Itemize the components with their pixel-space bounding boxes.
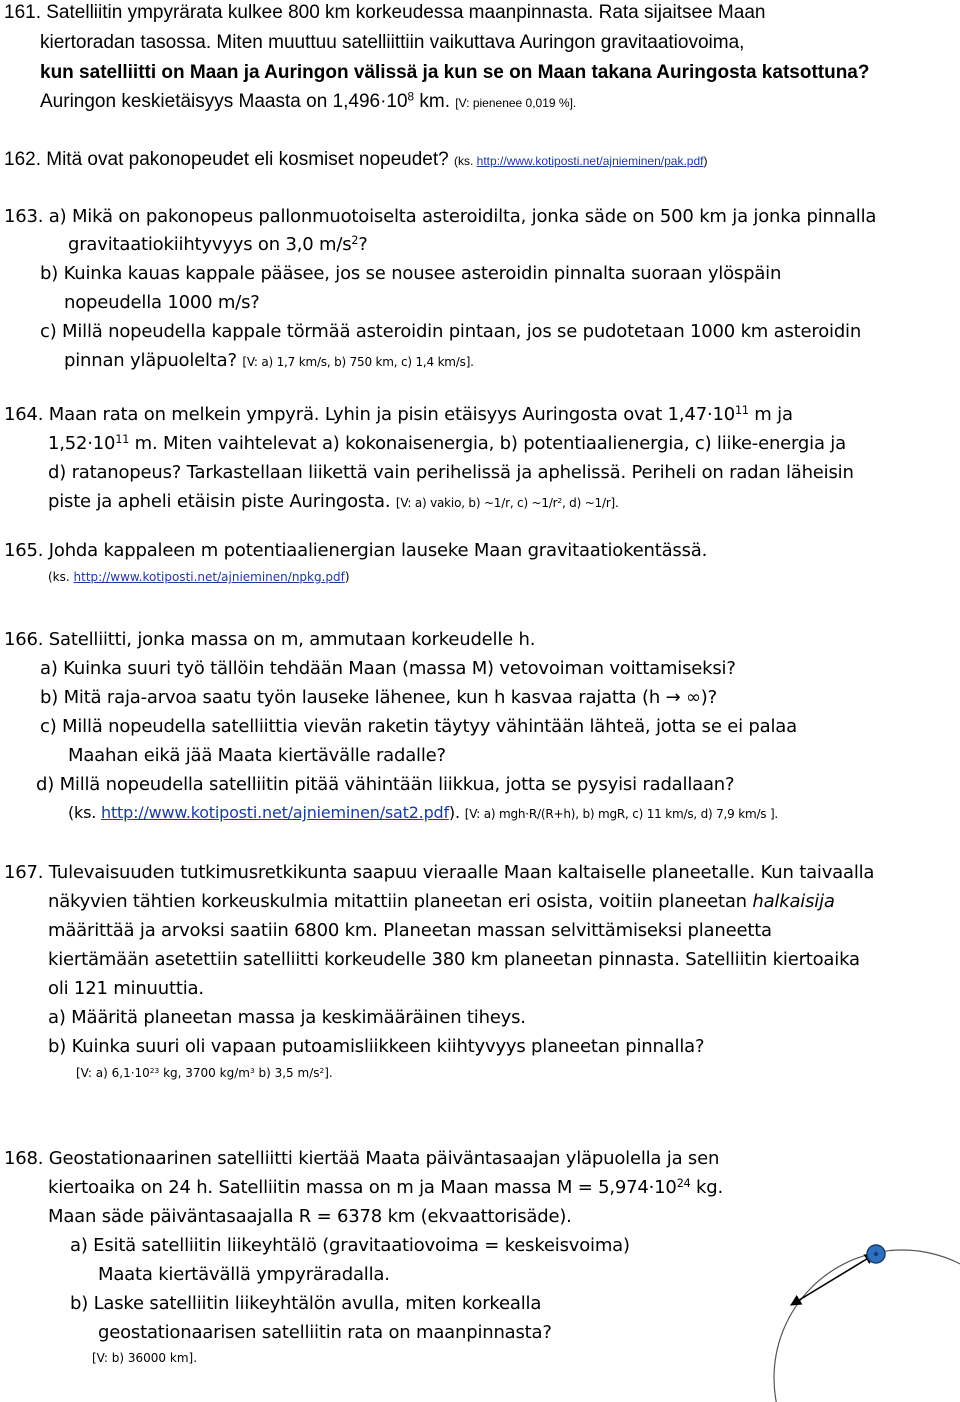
p168-l2-exponent: 24 xyxy=(676,1176,691,1190)
p168-b-line-1: b) Laske satelliitin liikeyhtälön avulla, miten korkealla xyxy=(70,1293,542,1314)
p166-b-arrow: → xyxy=(665,687,681,708)
p163-a-text: gravitaatiokiihtyvyys on 3,0 m/s xyxy=(68,234,352,255)
p167-answer-exp-1: 23 xyxy=(149,1065,160,1075)
p167-line-2 xyxy=(48,893,835,911)
p163-c-text: pinnan yläpuolelta? xyxy=(64,350,237,371)
p167-line-3: määrittää ja arvoksi saatiin 6800 km. Planeetan massan selvittämiseksi planeetta xyxy=(48,920,772,941)
radius-arrow xyxy=(791,1254,875,1305)
p164-answer-exponent: 2 xyxy=(557,495,562,505)
p166-title: 166. Satelliitti, jonka massa on m, ammutaan korkeudelle h. xyxy=(4,629,536,650)
p168-line-1: 168. Geostationaarinen satelliitti kiertää Maata päiväntasaajan yläpuolella ja sen xyxy=(4,1148,720,1169)
p168-l2-end: kg. xyxy=(690,1177,723,1198)
p164-l1-end: m ja xyxy=(748,404,793,425)
p168-line-3: Maan säde päiväntasaajalla R = 6378 km (ekvaattorisäde). xyxy=(48,1206,572,1227)
p164-line-2 xyxy=(48,432,846,454)
p163-b-line-2: nopeudella 1000 m/s? xyxy=(64,292,260,313)
p166-b xyxy=(40,689,717,707)
p167-answer-part-2: kg, 3700 kg/m xyxy=(159,1066,250,1080)
p164-l2-start: 1,52·10 xyxy=(48,433,116,454)
p163-a-line-1: 163. a) Mikä on pakonopeus pallonmuotoiselta asteroidilta, jonka säde on 500 km ja jonka pinnalla xyxy=(4,206,877,227)
p161-line-1: 161. Satelliitin ympyrärata kulkee 800 km korkeudessa maanpinnasta. Rata sijaitsee Maan xyxy=(4,2,766,23)
p163-a-end: ? xyxy=(358,234,368,255)
p164-line-3: d) ratanopeus? Tarkastellaan liikettä vain perihelissä ja aphelissä. Periheli on radan läheisin xyxy=(48,462,854,483)
p168-a-line-1: a) Esitä satelliitin liikeyhtälö (gravitaatiovoima = keskeisvoima) xyxy=(70,1235,630,1256)
p163-a-exponent: 2 xyxy=(351,233,359,247)
p161-distance-text: Auringon keskietäisyys Maasta on 1,496·10 xyxy=(40,91,408,112)
satellite-center-dot xyxy=(874,1252,878,1256)
p164-l4-text: piste ja apheli etäisin piste Auringosta. xyxy=(48,491,391,512)
p166-answer: [V: a) mgh·R/(R+h), b) mgR, c) 11 km/s, d) 7,9 km/s ]. xyxy=(464,807,779,821)
orbit-circle xyxy=(774,1250,960,1402)
p162-link[interactable]: http://www.kotiposti.net/ajnieminen/pak.pdf xyxy=(476,154,704,168)
p166-a: a) Kuinka suuri työ tällöin tehdään Maan (massa M) vetovoiman voittamiseksi? xyxy=(40,658,736,679)
p164-l1-text: 164. Maan rata on melkein ympyrä. Lyhin ja pisin etäisyys Auringosta ovat 1,47·10 xyxy=(4,404,735,425)
p167-line-4: kiertämään asetettiin satelliitti korkeudelle 380 km planeetan pinnasta. Satelliitin kiertoaika xyxy=(48,949,860,970)
p165-reference xyxy=(48,571,350,583)
p168-a-line-2: Maata kiertävällä ympyräradalla. xyxy=(98,1264,390,1285)
p166-b-end: )? xyxy=(700,687,717,708)
p164-l2-exponent: 11 xyxy=(115,432,130,446)
p165-ref-open: (ks. xyxy=(48,570,70,584)
p167-answer-part-1: [V: a) 6,1·10 xyxy=(76,1066,150,1080)
p162-ref-close: ) xyxy=(703,154,708,168)
p166-link[interactable]: http://www.kotiposti.net/ajnieminen/sat2.pdf xyxy=(101,803,449,822)
p167-answer-part-3: b) 3,5 m/s xyxy=(254,1066,320,1080)
p168-answer: [V: b) 36000 km]. xyxy=(92,1351,198,1365)
p164-answer-end: , d) ~1/r]. xyxy=(561,496,619,510)
p166-b-text: b) Mitä raja-arvoa saatu työn lauseke lähenee, kun h kasvaa rajatta (h xyxy=(40,687,661,708)
p162-reference xyxy=(454,154,707,168)
p166-b-infinity: ∞ xyxy=(685,687,701,708)
p166-d: d) Millä nopeudella satelliitin pitää vähintään liikkua, jotta se pysyisi radallaan? xyxy=(36,774,735,795)
p167-answer-exp-2: 3 xyxy=(249,1065,255,1075)
p166-c-line-1: c) Millä nopeudella satelliittia vievän raketin täytyy vähintään lähteä, jotta se ei palaa xyxy=(40,716,797,737)
p162-question: 162. Mitä ovat pakonopeudet eli kosmiset nopeudet? xyxy=(4,149,449,170)
p167-answer xyxy=(76,1067,333,1079)
p161-line-2: kiertoradan tasossa. Miten muuttuu satelliittiin vaikuttava Auringon gravitaatiovoima, xyxy=(40,32,745,53)
p163-b-line-1: b) Kuinka kauas kappale pääsee, jos se nousee asteroidin pinnalta suoraan ylöspäin xyxy=(40,263,782,284)
p161-distance-exponent: 8 xyxy=(407,90,415,104)
p161-answer: [V: pienenee 0,019 %]. xyxy=(455,96,577,110)
p164-l1-exponent: 11 xyxy=(734,403,749,417)
p164-line-4 xyxy=(48,493,619,511)
p166-c-line-2: Maahan eikä jää Maata kiertävälle radalle? xyxy=(68,745,446,766)
p165-question: 165. Johda kappaleen m potentiaalienergian lauseke Maan gravitaatiokentässä. xyxy=(4,540,708,561)
p161-distance-unit: km. xyxy=(414,91,450,112)
p165-ref-close: ) xyxy=(344,570,350,584)
p167-l2-text: näkyvien tähtien korkeuskulmia mitattiin planeetan eri osista, voitiin planeetan xyxy=(48,891,747,912)
p167-b: b) Kuinka suuri oli vapaan putoamisliikkeen kiihtyvyys planeetan pinnalla? xyxy=(48,1036,705,1057)
p167-a: a) Määritä planeetan massa ja keskimääräinen tiheys. xyxy=(48,1007,526,1028)
p163-a-line-2 xyxy=(68,233,368,255)
p162-ref-open: (ks. xyxy=(453,154,474,168)
p166-reference xyxy=(68,805,778,821)
p164-line-1 xyxy=(4,403,793,425)
p168-b-line-2: geostationaarisen satelliitin rata on maanpinnasta? xyxy=(98,1322,552,1343)
p167-answer-exp-3: 2 xyxy=(319,1065,325,1075)
p161-line-3: kun satelliitti on Maan ja Auringon välissä ja kun se on Maan takana Auringosta katsottuna? xyxy=(40,62,870,83)
p163-c-line-1: c) Millä nopeudella kappale törmää asteroidin pintaan, jos se pudotetaan 1000 km asteroidin xyxy=(40,321,862,342)
p163-c-line-2 xyxy=(64,352,474,370)
p164-answer-text: [V: a) vakio, b) ~1/r, c) ~1/r xyxy=(395,496,558,510)
p167-answer-part-4: ]. xyxy=(324,1066,333,1080)
p168-line-2 xyxy=(48,1176,723,1198)
p164-answer xyxy=(396,496,619,510)
orbit-diagram xyxy=(750,1218,960,1402)
p168-l2-text: kiertoaika on 24 h. Satelliitin massa on m ja Maan massa M = 5,974·10 xyxy=(48,1177,677,1198)
p166-ref-open: (ks. xyxy=(68,803,97,822)
p161-line-4 xyxy=(40,92,576,111)
p163-answer: [V: a) 1,7 km/s, b) 750 km, c) 1,4 km/s]. xyxy=(242,355,474,369)
p164-l2-end: m. Miten vaihtelevat a) kokonaisenergia, b) potentiaalienergia, c) liike-energia ja xyxy=(129,433,846,454)
p166-ref-close: ). xyxy=(448,803,460,822)
p165-link[interactable]: http://www.kotiposti.net/ajnieminen/npkg.pdf xyxy=(73,570,345,584)
p167-l2-italic: halkaisija xyxy=(752,891,835,912)
p162-line xyxy=(4,150,707,169)
p167-line-5: oli 121 minuuttia. xyxy=(48,978,204,999)
p167-line-1: 167. Tulevaisuuden tutkimusretkikunta saapuu vieraalle Maan kaltaiselle planeetalle. Kun taivaalla xyxy=(4,862,875,883)
